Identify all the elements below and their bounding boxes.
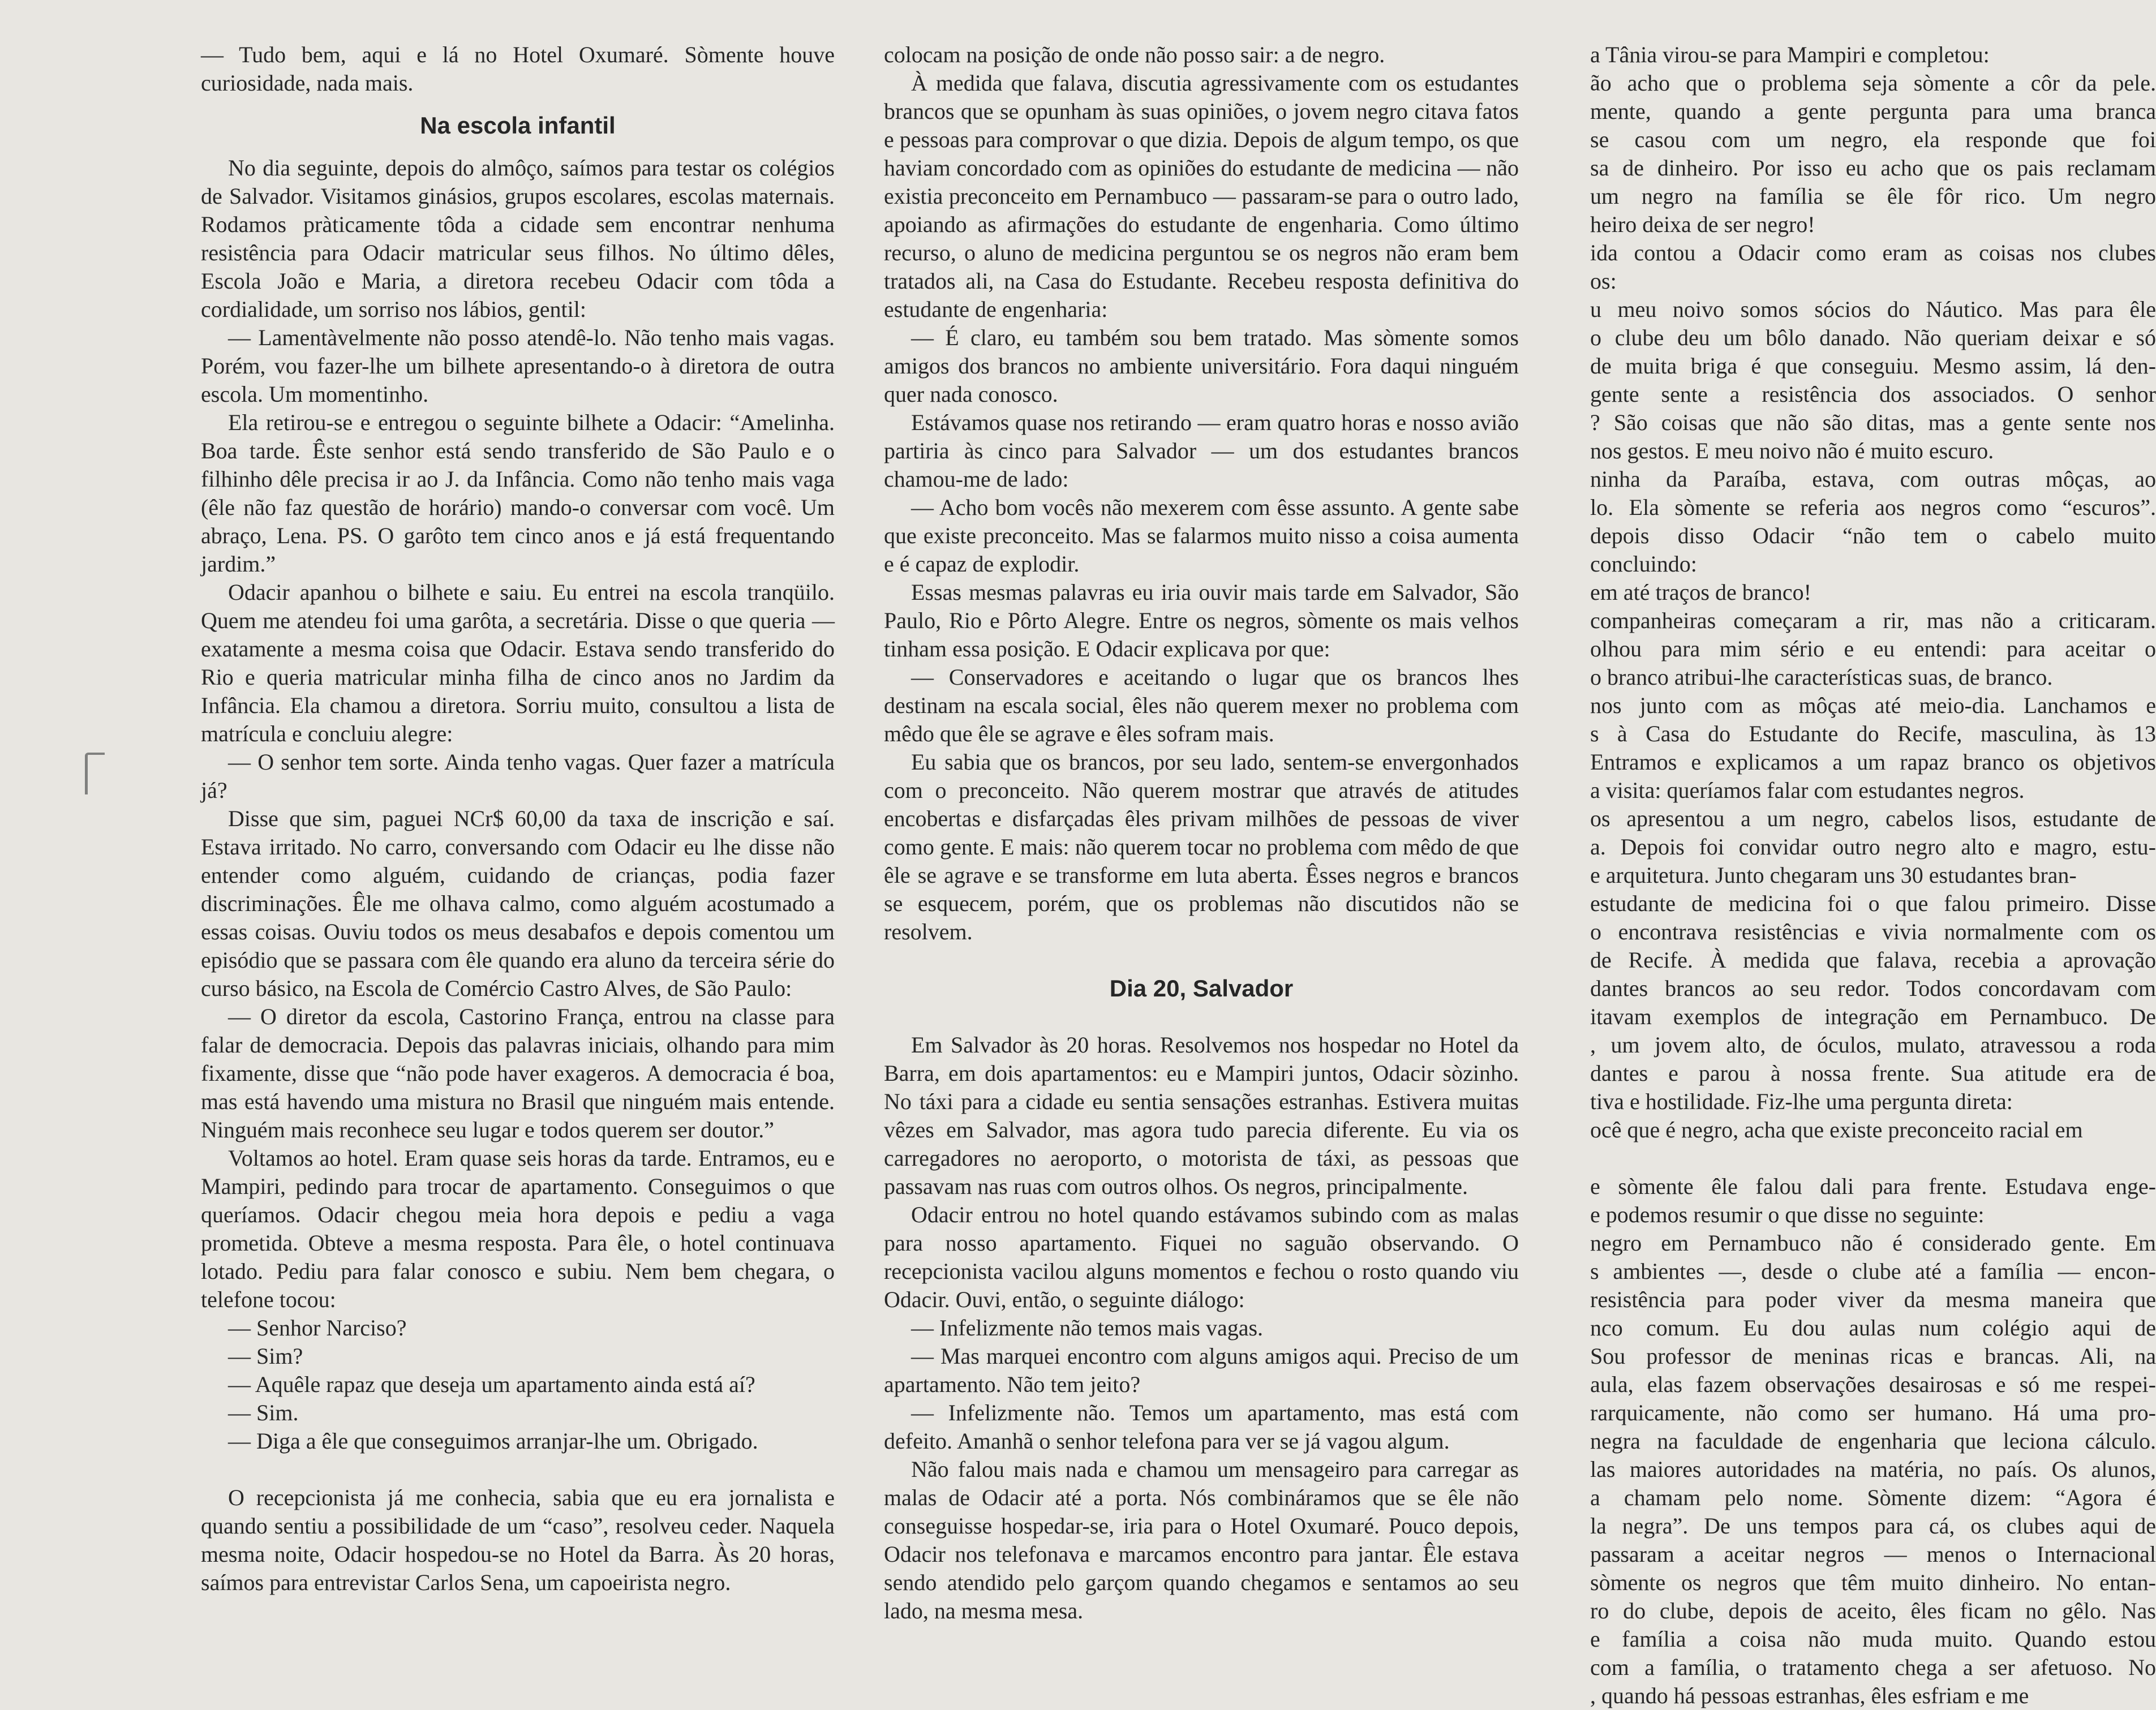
text-line: ocê que é negro, acha que existe preconceito racial em <box>1590 1117 2083 1142</box>
text-line: a chamam pelo nome. Sòmente dizem: “Agora é <box>1590 1485 2156 1510</box>
text-line: companheiras começaram a rir, mas não a criticaram. <box>1590 608 2156 633</box>
text-line: sa de dinheiro. Por isso eu acho que os pais reclamam <box>1590 155 2156 181</box>
dialogue-line: — Conservadores e aceitando o lugar que os brancos lhes destinam na escala social, êles não querem mexer no problema com mêdo que êle se agrave e êles sofram mais. <box>884 664 1519 746</box>
paragraph: Não falou mais nada e chamou um mensageiro para carregar as malas de Odacir até a porta. Nós combináramos que se êle não conseguisse hospedar-se, iria para o Hotel Oxumaré. Pouco depois, Odacir nos telefonava e marcamos encontro para jantar. Êle estava sendo atendido pelo garçom quando chegamos e sentamos ao seu lado, na mesma mesa. <box>884 1456 1519 1623</box>
dialogue-line: — Mas marquei encontro com alguns amigos aqui. Preciso de um apartamento. Não tem jeito? <box>884 1343 1519 1397</box>
text-line: s ambientes —, desde o clube até a família — encon- <box>1590 1258 2156 1284</box>
text-line: depois disso Odacir “não tem o cabelo muito <box>1590 523 2156 548</box>
text-line: Entramos e explicamos a um rapaz branco os objetivos <box>1590 749 2156 775</box>
section-heading-dia-20-salvador: Dia 20, Salvador <box>1109 975 1294 1002</box>
paragraph: No dia seguinte, depois do almôço, saímos para testar os colégios de Salvador. Visitamos ginásios, grupos escolares, escolas maternais. Rodamos pràticamente tôda a cidade sem encontrar nenhuma resistência para Odacir matricular seus filhos. No último dêles, Escola João e Maria, a diretora recebeu Odacir com tôda a cordialidade, um sorriso nos lábios, gentil: <box>201 155 835 322</box>
text-line: se casou com um negro, ela responde que foi <box>1590 127 2156 152</box>
spacer <box>1590 1144 2156 1172</box>
text-line: nco comum. Eu dou aulas num colégio aqui de <box>1590 1315 2156 1340</box>
dialogue-line: — Diga a êle que conseguimos arranjar-lhe um. Obrigado. <box>228 1428 758 1454</box>
paragraph: Em Salvador às 20 horas. Resolvemos nos hospedar no Hotel da Barra, em dois apartamentos: eu e Mampiri juntos, Odacir sòzinho. No táxi para a cidade eu sentia sensações estranhas. Estivera muitas vêzes em Salvador, mas agora tudo parecia diferente. Eu via os carregadores no aeroporto, o motorista de táxi, as pessoas que passavam nas ruas com outros olhos. Os negros, principalmente. <box>884 1032 1519 1199</box>
text-line: gente sente a resistência dos associados. O senhor <box>1590 381 2156 407</box>
dialogue-line: — Infelizmente não temos mais vagas. <box>911 1315 1264 1340</box>
dialogue-line: — Sim? <box>228 1343 303 1369</box>
text-line: resistência para poder viver da mesma maneira que <box>1590 1287 2156 1312</box>
text-column-2 <box>884 41 1519 1625</box>
paragraph: colocam na posição de onde não posso sair: a de negro. <box>884 42 1385 67</box>
paragraph: À medida que falava, discutia agressivamente com os estudantes brancos que se opunham às suas opiniões, o jovem negro citava fatos e pessoas para comprovar o que dizia. Depois de algum tempo, os que haviam concordado com as opiniões do estudante de medicina — não existia preconceito em Pernambuco — passaram-se para o outro lado, apoiando as afirmações do estudante de engenharia. Como último recurso, o aluno de medicina perguntou se os negros não eram bem tratados ali, na Casa do Estudante. Recebeu resposta definitiva do estudante de engenharia: <box>884 70 1519 322</box>
text-line: a visita: queríamos falar com estudantes negros. <box>1590 777 2025 803</box>
text-line: o clube deu um bôlo danado. Não queriam deixar e só <box>1590 325 2156 350</box>
text-line: em até traços de branco! <box>1590 579 1811 605</box>
paragraph: Estávamos quase nos retirando — eram quatro horas e nosso avião partiria às cinco para Salvador — um dos estudantes brancos chamou-me de lado: <box>884 410 1519 492</box>
text-line: negra na faculdade de engenharia que leciona cálculo. <box>1590 1428 2156 1454</box>
text-line: de Recife. À medida que falava, recebia a aprovação <box>1590 947 2156 973</box>
paragraph: Odacir apanhou o bilhete e saiu. Eu entrei na escola tranqüilo. Quem me atendeu foi uma garôta, a secretária. Disse o que queria — exatamente a mesma coisa que Odacir. Estava sendo transferido do Rio e queria matricular minha filha de cinco anos no Jardim da Infância. Ela chamou a diretora. Sorriu muito, consultou a lista de matrícula e concluiu alegre: <box>201 579 835 746</box>
text-line: ro do clube, depois de aceito, êles ficam no gêlo. Nas <box>1590 1598 2156 1623</box>
text-line: , quando há pessoas estranhas, êles esfriam e me <box>1590 1683 2029 1708</box>
text-line: dantes brancos ao seu redor. Todos concordavam com <box>1590 976 2156 1001</box>
text-column-3-cropped <box>1590 41 2156 1710</box>
text-line: concluindo: <box>1590 551 1697 577</box>
text-line: tiva e hostilidade. Fiz-lhe uma pergunta direta: <box>1590 1089 2013 1114</box>
text-line: rarquicamente, não como ser humano. Há uma pro- <box>1590 1400 2156 1425</box>
dialogue-line: — Aquêle rapaz que deseja um apartamento ainda está aí? <box>228 1372 755 1397</box>
text-line: Sou professor de meninas ricas e brancas. Ali, na <box>1590 1343 2156 1369</box>
text-column-1 <box>201 41 835 1597</box>
text-line: com a família, o tratamento chega a ser afetuoso. No <box>1590 1655 2156 1680</box>
text-line: lo. Ela sòmente se referia aos negros como “escuros”. <box>1590 495 2156 520</box>
text-line: e sòmente êle falou dali para frente. Estudava enge- <box>1590 1174 2156 1199</box>
text-line: estudante de medicina foi o que falou primeiro. Disse <box>1590 891 2156 916</box>
paragraph: Odacir entrou no hotel quando estávamos subindo com as malas para nosso apartamento. Fiquei no saguão observando. O recepcionista vacilou alguns momentos e fechou o rosto quando viu Odacir. Ouvi, então, o seguinte diálogo: <box>884 1202 1519 1312</box>
dialogue-line: — Senhor Narciso? <box>228 1315 407 1340</box>
text-line: um negro na família se êle fôr rico. Um negro <box>1590 183 2156 209</box>
text-line: ? São coisas que não são ditas, mas a gente sente nos <box>1590 410 2156 435</box>
paragraph: Ela retirou-se e entregou o seguinte bilhete a Odacir: “Amelinha. Boa tarde. Êste senhor está sendo transferido de São Paulo e o filhinho dêle precisa ir ao J. da Infância. Como não tenho mais vaga (êle não faz questão de horário) mando-o conversar com você. Um abraço, Lena. PS. O garôto tem cinco anos e já está frequentando jardim.” <box>201 410 835 577</box>
text-line: ida contou a Odacir como eram as coisas nos clubes <box>1590 240 2156 265</box>
spacer <box>201 1455 835 1484</box>
dialogue-line: — É claro, eu também sou bem tratado. Mas sòmente somos amigos dos brancos no ambiente universitário. Fora daqui ninguém quer nada conosco. <box>884 325 1519 407</box>
text-line: negro em Pernambuco não é considerado gente. Em <box>1590 1230 2156 1256</box>
text-line: a Tânia virou-se para Mampiri e completou: <box>1590 42 1990 67</box>
text-line: o branco atribui-lhe características suas, de branco. <box>1590 664 2053 690</box>
text-line: las maiores autoridades na matéria, no país. Os alunos, <box>1590 1456 2156 1482</box>
text-line: , um jovem alto, de óculos, mulato, atravessou a roda <box>1590 1032 2156 1058</box>
dialogue-line: — Sim. <box>228 1400 299 1425</box>
text-line: la negra”. De uns tempos para cá, os clubes aqui de <box>1590 1513 2156 1539</box>
text-line: passaram a aceitar negros — menos o Internacional <box>1590 1541 2156 1567</box>
text-line: os: <box>1590 268 1617 294</box>
paragraph: O recepcionista já me conhecia, sabia que eu era jornalista e quando sentiu a possibilidade de um “caso”, resolveu ceder. Naquela mesma noite, Odacir hospedou-se no Hotel da Barra. Às 20 horas, saímos para entrevistar Carlos Sena, um capoeirista negro. <box>201 1485 835 1595</box>
dialogue-line: — Acho bom vocês não mexerem com êsse assunto. A gente sabe que existe preconceito. Mas se falarmos muito nisso a coisa aumenta e é capaz de explodir. <box>884 495 1519 577</box>
text-line: e podemos resumir o que disse no seguinte: <box>1590 1202 1985 1227</box>
text-line: heiro deixa de ser negro! <box>1590 212 1815 237</box>
paragraph: — Tudo bem, aqui e lá no Hotel Oxumaré. Sòmente houve curiosidade, nada mais. <box>201 42 835 96</box>
text-line: u meu noivo somos sócios do Náutico. Mas para êle <box>1590 297 2156 322</box>
text-line: os apresentou a um negro, cabelos lisos, estudante de <box>1590 806 2156 831</box>
text-line: ão acho que o problema seja sòmente a côr da pele. <box>1590 70 2156 96</box>
section-heading-na-escola-infantil: Na escola infantil <box>420 112 616 139</box>
paragraph: — O diretor da escola, Castorino França, entrou na classe para falar de democracia. Depois das palavras iniciais, olhando para mim fixamente, disse que “não pode haver exageros. A democracia é boa, mas está havendo uma mistura no Brasil que ninguém mais entende. Ninguém mais reconhece seu lugar e todos querem ser doutor.” <box>201 1004 835 1142</box>
text-line: e arquitetura. Junto chegaram uns 30 estudantes bran- <box>1590 862 2077 888</box>
text-line: ninha da Paraíba, estava, com outras môças, ao <box>1590 466 2156 492</box>
text-line: dantes e parou à nossa frente. Sua atitude era de <box>1590 1060 2156 1086</box>
text-line: olhou para mim sério e eu entendi: para aceitar o <box>1590 636 2156 661</box>
margin-pencil-mark <box>85 753 105 794</box>
text-line: nos junto com as môças até meio-dia. Lanchamos e <box>1590 693 2156 718</box>
text-line: e família a coisa não muda muito. Quando estou <box>1590 1626 2156 1652</box>
text-line: a. Depois foi convidar outro negro alto e magro, estu- <box>1590 834 2156 860</box>
text-line: de muita briga é que conseguiu. Mesmo assim, lá den- <box>1590 353 2156 379</box>
text-line: sòmente os negros que têm muito dinheiro. No entan- <box>1590 1570 2156 1595</box>
paragraph: Voltamos ao hotel. Eram quase seis horas da tarde. Entramos, eu e Mampiri, pedindo para trocar de apartamento. Conseguimos o que queríamos. Odacir chegou meia hora depois e pediu a vaga prometida. Obteve a mesma resposta. Para êle, o hotel continuava lotado. Pediu para falar conosco e subiu. Nem bem chegara, o telefone tocou: <box>201 1145 835 1312</box>
text-line: itavam exemplos de integração em Pernambuco. De <box>1590 1004 2156 1029</box>
dialogue-line: — Infelizmente não. Temos um apartamento, mas está com defeito. Amanhã o senhor telefona para ver se já vagou algum. <box>884 1400 1519 1454</box>
text-line: nos gestos. E meu noivo não é muito escuro. <box>1590 438 1994 463</box>
text-line: s à Casa do Estudante do Recife, masculina, às 13 <box>1590 721 2156 746</box>
paragraph: — Lamentàvelmente não posso atendê-lo. Não tenho mais vagas. Porém, vou fazer-lhe um bilhete apresentando-o à diretora de outra escola. Um momentinho. <box>201 325 835 407</box>
text-line: mente, quando a gente pergunta para uma branca <box>1590 98 2156 124</box>
paragraph: Eu sabia que os brancos, por seu lado, sentem-se envergonhados com o preconceito. Não querem mostrar que através de atitudes encobertas e disfarçadas êles privam milhões de pessoas de viver como gente. E mais: não querem tocar no problema com mêdo de que êle se agrave e se transforme em luta aberta. Êsses negros e brancos se esquecem, porém, que os problemas não discutidos não se resolvem. <box>884 749 1519 944</box>
text-line: o encontrava resistências e vivia normalmente com os <box>1590 919 2156 944</box>
text-line: aula, elas fazem observações desairosas e só me respei- <box>1590 1372 2156 1397</box>
paragraph: Essas mesmas palavras eu iria ouvir mais tarde em Salvador, São Paulo, Rio e Pôrto Alegre. Entre os negros, sòmente os mais velhos tinham essa posição. E Odacir explicava por que: <box>884 579 1519 661</box>
paragraph: — O senhor tem sorte. Ainda tenho vagas. Quer fazer a matrícula já? <box>201 749 835 803</box>
paragraph: Disse que sim, paguei NCr$ 60,00 da taxa de inscrição e saí. Estava irritado. No carro, conversando com Odacir eu lhe disse não entender como alguém, cuidando de crianças, podia fazer discriminações. Êle me olhava calmo, como alguém acostumado a essas coisas. Ouviu todos os meus desabafos e depois comentou um episódio que se passara com êle quando era aluno da terceira série do curso básico, na Escola de Comércio Castro Alves, de São Paulo: <box>201 806 835 1001</box>
